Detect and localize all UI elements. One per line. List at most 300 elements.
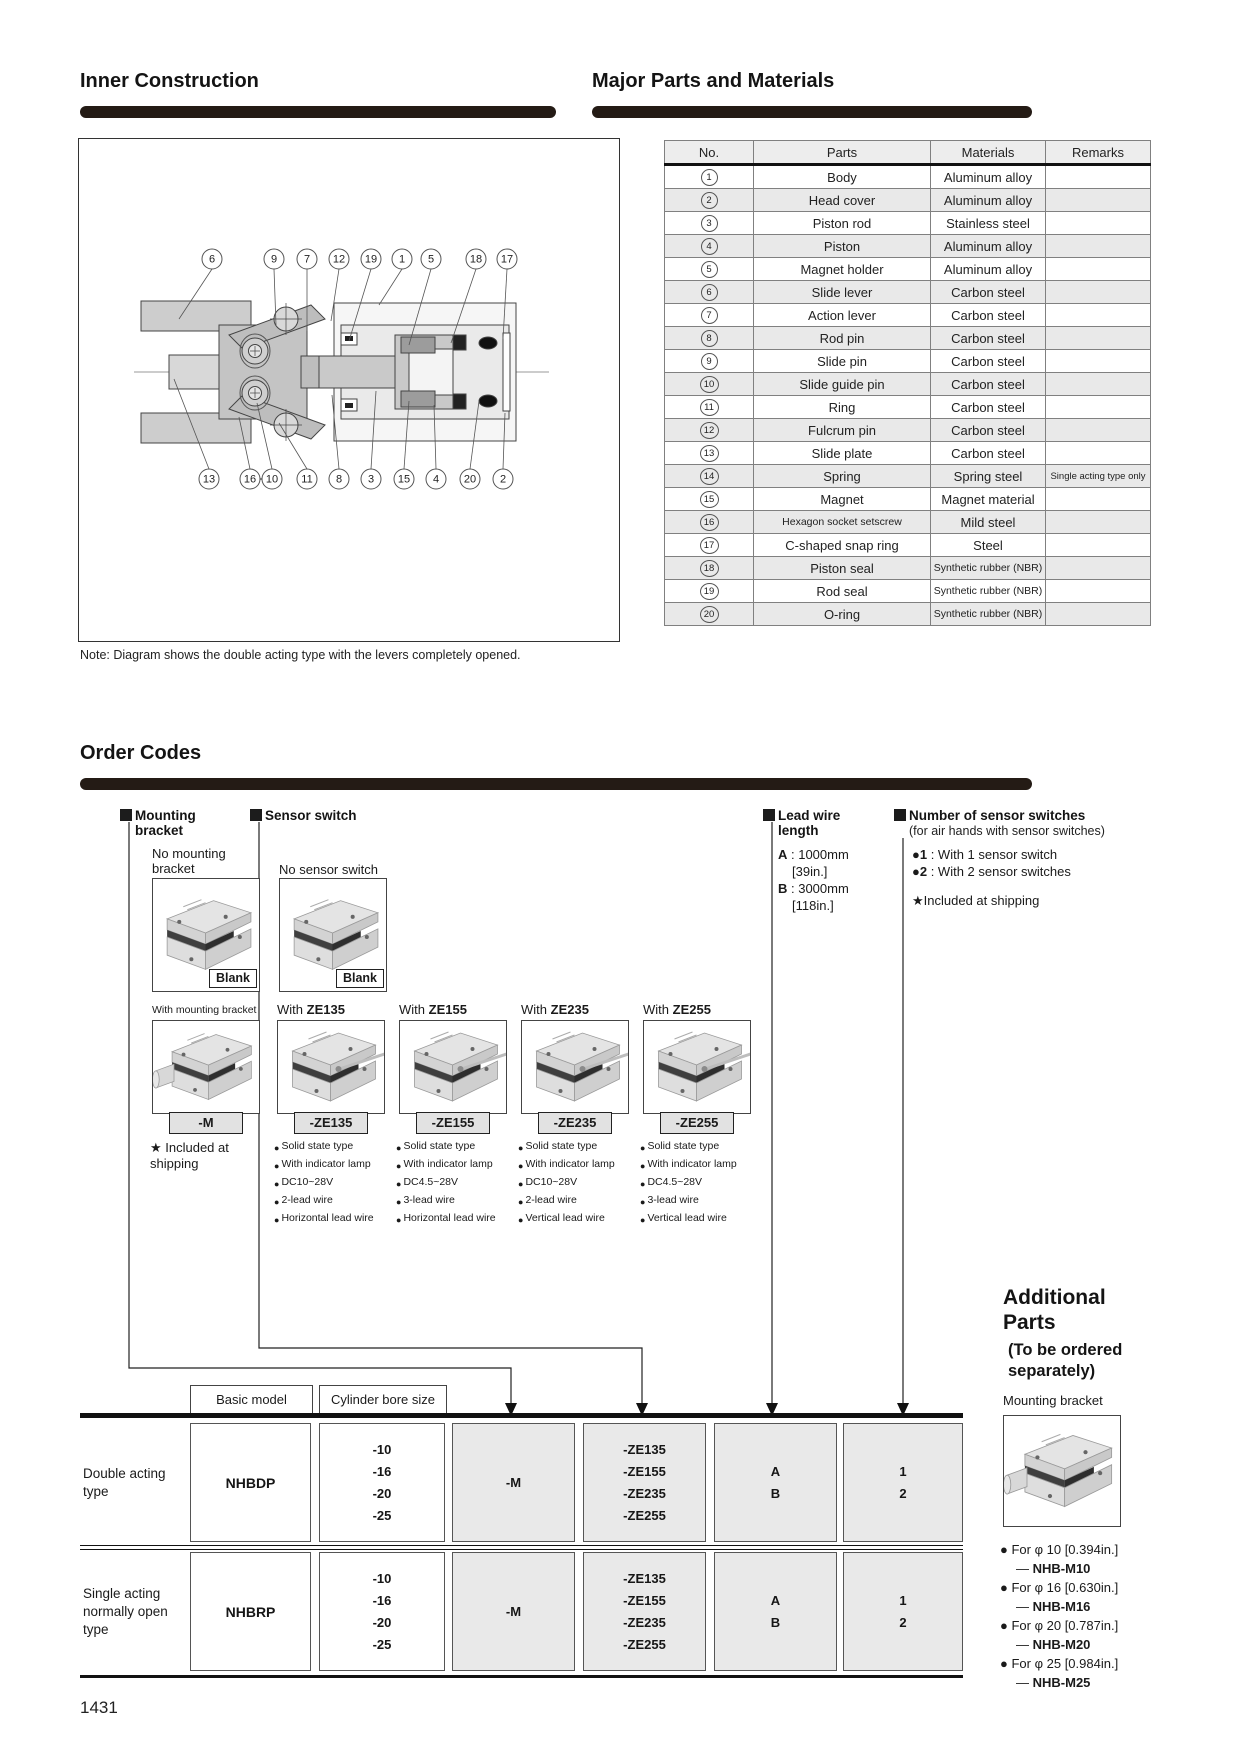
- bullet-icon: ●: [640, 1161, 646, 1171]
- cell-lines: [584, 1424, 705, 1541]
- cell-parts: Rod pin: [754, 327, 931, 350]
- sensor-option-title: With ZE235: [521, 1002, 589, 1017]
- cell-remarks: [1046, 350, 1151, 373]
- sensor-option-code: -ZE255: [660, 1112, 734, 1134]
- lead-length-cell: [714, 1423, 837, 1542]
- switch-count-heading: Number of sensor switches: [909, 808, 1086, 823]
- cell-parts: Body: [754, 165, 931, 189]
- svg-text:11: 11: [301, 473, 313, 486]
- cell-remarks: [1046, 580, 1151, 603]
- feature-text: DC10~28V: [525, 1176, 578, 1188]
- sensor-option-image: [643, 1020, 751, 1114]
- cell-no: [665, 373, 754, 396]
- additional-part-code: — NHB-M16: [1016, 1599, 1091, 1614]
- cell-parts: Slide pin: [754, 350, 931, 373]
- parts-table: [664, 140, 1151, 626]
- additional-parts-title: Additional Parts: [1003, 1286, 1106, 1334]
- cell-lines: [320, 1553, 444, 1670]
- lead-wire-heading: Lead wire length: [778, 808, 841, 838]
- model-code: NHBDP: [225, 1474, 276, 1491]
- bullet-icon: ●: [274, 1215, 280, 1225]
- cell-no: [665, 396, 754, 419]
- table-divider: [80, 1545, 963, 1546]
- cell-line: -20: [372, 1485, 392, 1501]
- svg-text:12: 12: [332, 253, 346, 266]
- parts-materials-title: Major Parts and Materials: [592, 70, 835, 92]
- cell-line: -25: [372, 1507, 392, 1523]
- mounting-bracket-code: -M: [169, 1112, 243, 1134]
- circled-number-icon: 18: [700, 560, 719, 577]
- feature-text: Solid state type: [525, 1140, 598, 1152]
- feature-text: With indicator lamp: [403, 1158, 493, 1170]
- cell-parts: Action lever: [754, 304, 931, 327]
- cell-remarks: [1046, 511, 1151, 534]
- feature-item: [274, 1210, 396, 1228]
- cell-no: [665, 419, 754, 442]
- bullet-icon: ●: [274, 1143, 280, 1153]
- feature-text: Vertical lead wire: [647, 1212, 727, 1224]
- cell-parts: Spring: [754, 465, 931, 488]
- bullet-icon: ●: [274, 1161, 280, 1171]
- circled-number-icon: 6: [701, 284, 718, 301]
- switch-count-code: 2: [919, 864, 928, 879]
- model-code: NHBRP: [225, 1603, 276, 1620]
- mounting-bracket-header: [120, 808, 245, 838]
- part-number: NHB-M25: [1032, 1675, 1091, 1690]
- feature-text: With indicator lamp: [525, 1158, 615, 1170]
- cell-no: [665, 304, 754, 327]
- cell-materials: Carbon steel: [931, 396, 1046, 419]
- sensor-switch-header: [250, 808, 370, 823]
- col-header-parts: Parts: [754, 141, 931, 165]
- sensor-option-title: With ZE255: [643, 1002, 711, 1017]
- parts-table-header-row: [665, 141, 1151, 165]
- cell-no: [665, 511, 754, 534]
- blank-code-label: Blank: [209, 969, 257, 988]
- mounting-bracket-note: ★ Included at shipping: [150, 1140, 229, 1171]
- svg-text:3: 3: [367, 473, 375, 486]
- table-divider: [80, 1549, 963, 1550]
- cell-line: 1: [899, 1463, 907, 1479]
- cell-no: [665, 165, 754, 189]
- bullet-icon: ●: [640, 1143, 646, 1153]
- switch-count-cell: [843, 1423, 963, 1542]
- cell-parts: O-ring: [754, 603, 931, 626]
- cell-parts: Piston rod: [754, 212, 931, 235]
- table-bottom-rule: [80, 1675, 963, 1678]
- cell-parts: Fulcrum pin: [754, 419, 931, 442]
- bullet-icon: ●: [518, 1197, 524, 1207]
- cell-materials: Carbon steel: [931, 350, 1046, 373]
- feature-item: [274, 1138, 396, 1156]
- additional-bracket-image: [1003, 1415, 1121, 1527]
- feature-text: Horizontal lead wire: [403, 1212, 496, 1224]
- switch-count-option: ●2 : With 2 sensor switches: [912, 864, 1071, 879]
- actuation-type-label: Single acting normally open type: [83, 1585, 168, 1637]
- parts-table-row: [665, 350, 1151, 373]
- lead-wire-code: B: [778, 881, 788, 896]
- cell-no: [665, 442, 754, 465]
- cell-line: -10: [372, 1570, 392, 1586]
- feature-item: [518, 1138, 640, 1156]
- sensor-option-image: [399, 1020, 507, 1114]
- sensor-code-cell: [583, 1552, 706, 1671]
- basic-model-cell: [190, 1423, 311, 1542]
- feature-text: DC10~28V: [281, 1176, 334, 1188]
- cell-materials: Aluminum alloy: [931, 189, 1046, 212]
- feature-text: 3-lead wire: [647, 1194, 699, 1206]
- cell-remarks: [1046, 258, 1151, 281]
- circled-number-icon: 3: [701, 215, 718, 232]
- section-marker-icon: [763, 809, 775, 821]
- order-codes-title: Order Codes: [80, 742, 202, 764]
- cell-parts: Rod seal: [754, 580, 931, 603]
- cell-materials: Synthetic rubber (NBR): [931, 557, 1046, 580]
- cell-remarks: [1046, 281, 1151, 304]
- cell-materials: Carbon steel: [931, 419, 1046, 442]
- cell-remarks: [1046, 557, 1151, 580]
- circled-number-icon: 5: [701, 261, 718, 278]
- feature-item: [396, 1156, 518, 1174]
- feature-text: 2-lead wire: [525, 1194, 577, 1206]
- cell-parts: Head cover: [754, 189, 931, 212]
- lead-wire-header: [763, 808, 847, 838]
- bullet-icon: ●: [518, 1179, 524, 1189]
- svg-text:17: 17: [500, 253, 514, 266]
- sensor-option-model: ZE155: [428, 1002, 467, 1017]
- feature-text: 2-lead wire: [281, 1194, 333, 1206]
- feature-item: [640, 1156, 762, 1174]
- parts-table-row: [665, 465, 1151, 488]
- svg-text:15: 15: [397, 473, 411, 486]
- switch-count-options: [912, 846, 1092, 880]
- feature-text: 3-lead wire: [403, 1194, 455, 1206]
- bore-size-header: Cylinder bore size: [319, 1385, 447, 1414]
- cell-parts: Magnet holder: [754, 258, 931, 281]
- sensor-option-title: With ZE135: [277, 1002, 345, 1017]
- sensor-option-image: [521, 1020, 629, 1114]
- additional-part-code: — NHB-M20: [1016, 1637, 1091, 1652]
- circled-number-icon: 16: [700, 514, 719, 531]
- cell-no: [665, 281, 754, 304]
- parts-table-row: [665, 603, 1151, 626]
- feature-text: DC4.5~28V: [403, 1176, 459, 1188]
- cell-remarks: [1046, 442, 1151, 465]
- bracket-code-cell: [452, 1423, 575, 1542]
- lead-wire-option: A : 1000mm: [778, 847, 849, 862]
- cell-remarks: Single acting type only: [1046, 465, 1151, 488]
- svg-text:13: 13: [202, 473, 216, 486]
- cell-remarks: [1046, 396, 1151, 419]
- lead-length-cell: [714, 1552, 837, 1671]
- cell-materials: Carbon steel: [931, 442, 1046, 465]
- svg-text:5: 5: [427, 253, 435, 266]
- feature-text: Horizontal lead wire: [281, 1212, 374, 1224]
- cell-line: B: [770, 1614, 781, 1630]
- cell-line: -ZE235: [623, 1614, 666, 1630]
- sensor-switch-heading: Sensor switch: [265, 808, 357, 823]
- part-number: NHB-M20: [1032, 1637, 1091, 1652]
- svg-text:19: 19: [364, 253, 378, 266]
- cell-no: [665, 488, 754, 511]
- sensor-option-title: With ZE155: [399, 1002, 467, 1017]
- feature-item: [518, 1210, 640, 1228]
- cell-remarks: [1046, 534, 1151, 557]
- blank-code-label: Blank: [336, 969, 384, 988]
- parts-table-row: [665, 258, 1151, 281]
- cell-line: -10: [372, 1441, 392, 1457]
- bullet-icon: ●: [640, 1179, 646, 1189]
- circled-number-icon: 15: [700, 491, 719, 508]
- cell-remarks: [1046, 327, 1151, 350]
- parts-table-row: [665, 373, 1151, 396]
- cell-line: A: [770, 1463, 781, 1479]
- cell-materials: Spring steel: [931, 465, 1046, 488]
- bullet-icon: ●: [1000, 1542, 1012, 1557]
- cell-remarks: [1046, 373, 1151, 396]
- circled-number-icon: 1: [701, 169, 718, 186]
- parts-table-row: [665, 235, 1151, 258]
- additional-part-code: — NHB-M25: [1016, 1675, 1091, 1690]
- cell-materials: Mild steel: [931, 511, 1046, 534]
- cell-materials: Synthetic rubber (NBR): [931, 603, 1046, 626]
- cell-lines: [844, 1424, 962, 1541]
- svg-text:4: 4: [432, 473, 440, 486]
- circled-number-icon: 19: [700, 583, 719, 600]
- with-mounting-bracket-label: With mounting bracket: [152, 1004, 257, 1016]
- cell-no: [665, 580, 754, 603]
- cell-parts: Magnet: [754, 488, 931, 511]
- switch-count-option: ●1 : With 1 sensor switch: [912, 847, 1058, 862]
- cell-materials: Aluminum alloy: [931, 235, 1046, 258]
- parts-table-row: [665, 396, 1151, 419]
- bullet-icon: ●: [640, 1215, 646, 1225]
- cell-lines: [584, 1553, 705, 1670]
- col-header-remarks: Remarks: [1046, 141, 1151, 165]
- with-mounting-bracket-image: [152, 1020, 260, 1114]
- switch-count-note: ★Included at shipping: [912, 893, 1040, 908]
- feature-text: Vertical lead wire: [525, 1212, 605, 1224]
- sensor-option-features: [518, 1138, 640, 1228]
- bullet-icon: ●: [1000, 1618, 1012, 1633]
- parts-table-row: [665, 511, 1151, 534]
- bullet-icon: ●: [396, 1179, 402, 1189]
- cell-materials: Steel: [931, 534, 1046, 557]
- cell-parts: Hexagon socket setscrew: [754, 511, 931, 534]
- gripper-cross-section: [79, 139, 619, 641]
- feature-item: [274, 1174, 396, 1192]
- lead-wire-option: B : 3000mm: [778, 881, 849, 896]
- feature-text: Solid state type: [647, 1140, 720, 1152]
- diagram-callout: [379, 249, 412, 305]
- parts-table-row: [665, 580, 1151, 603]
- cell-line: -16: [372, 1463, 392, 1479]
- parts-table-row: [665, 488, 1151, 511]
- cell-materials: Magnet material: [931, 488, 1046, 511]
- cell-line: -ZE235: [623, 1485, 666, 1501]
- cell-materials: Synthetic rubber (NBR): [931, 580, 1046, 603]
- parts-table-row: [665, 419, 1151, 442]
- cell-remarks: [1046, 304, 1151, 327]
- feature-text: DC4.5~28V: [647, 1176, 703, 1188]
- feature-item: [396, 1174, 518, 1192]
- cell-no: [665, 258, 754, 281]
- svg-text:1: 1: [398, 253, 406, 266]
- cell-materials: Carbon steel: [931, 304, 1046, 327]
- section-marker-icon: [250, 809, 262, 821]
- basic-model-cell: [190, 1552, 311, 1671]
- bullet-icon: ●: [396, 1197, 402, 1207]
- title-bar: [80, 106, 556, 118]
- circled-number-icon: 11: [700, 399, 719, 416]
- parts-table-row: [665, 212, 1151, 235]
- cell-line: -M: [505, 1474, 522, 1490]
- inner-construction-diagram: [78, 138, 620, 642]
- bullet-icon: ●: [1000, 1656, 1012, 1671]
- circled-number-icon: 7: [701, 307, 718, 324]
- inner-construction-title: Inner Construction: [80, 70, 259, 92]
- svg-text:10: 10: [265, 473, 279, 486]
- svg-text:8: 8: [335, 473, 343, 486]
- cell-remarks: [1046, 419, 1151, 442]
- circled-number-icon: 9: [701, 353, 718, 370]
- cell-remarks: [1046, 165, 1151, 189]
- sensor-option-model: ZE135: [306, 1002, 345, 1017]
- part-number: NHB-M10: [1032, 1561, 1091, 1576]
- svg-text:16: 16: [243, 473, 257, 486]
- cell-materials: Aluminum alloy: [931, 258, 1046, 281]
- additional-part-size: ● For φ 10 [0.394in.]: [1000, 1542, 1119, 1557]
- cell-lines: [191, 1553, 310, 1670]
- cell-lines: [453, 1553, 574, 1670]
- svg-text:18: 18: [469, 253, 483, 266]
- feature-item: [640, 1192, 762, 1210]
- no-sensor-switch-image: [279, 878, 387, 992]
- cell-lines: [715, 1424, 836, 1541]
- bracket-code-cell: [452, 1552, 575, 1671]
- parts-table-row: [665, 327, 1151, 350]
- cell-line: B: [770, 1485, 781, 1501]
- gripper-drawing: [134, 301, 549, 443]
- feature-text: Solid state type: [281, 1140, 354, 1152]
- circled-number-icon: 20: [700, 606, 719, 623]
- cell-no: [665, 327, 754, 350]
- switch-count-header: [894, 808, 1164, 838]
- cell-line: 2: [899, 1614, 907, 1630]
- cell-line: A: [770, 1592, 781, 1608]
- bullet-icon: ●: [396, 1161, 402, 1171]
- sensor-option-image: [277, 1020, 385, 1114]
- svg-text:9: 9: [270, 253, 278, 266]
- cell-parts: Piston: [754, 235, 931, 258]
- feature-text: Solid state type: [403, 1140, 476, 1152]
- circled-number-icon: 17: [700, 537, 719, 554]
- diagram-note: Note: Diagram shows the double acting type with the levers completely opened.: [80, 648, 521, 662]
- sensor-option-code: -ZE135: [294, 1112, 368, 1134]
- cell-line: -ZE135: [623, 1441, 666, 1457]
- section-marker-icon: [894, 809, 906, 821]
- cell-parts: Slide guide pin: [754, 373, 931, 396]
- cell-remarks: [1046, 603, 1151, 626]
- cell-no: [665, 557, 754, 580]
- svg-text:7: 7: [303, 253, 311, 266]
- cell-line: -ZE255: [623, 1636, 666, 1652]
- additional-bracket-label: Mounting bracket: [1003, 1393, 1103, 1408]
- cell-parts: Ring: [754, 396, 931, 419]
- cell-materials: Stainless steel: [931, 212, 1046, 235]
- col-header-materials: Materials: [931, 141, 1046, 165]
- bore-size-cell: [319, 1552, 445, 1671]
- sensor-option-code: -ZE235: [538, 1112, 612, 1134]
- cell-no: [665, 350, 754, 373]
- parts-table-row: [665, 304, 1151, 327]
- cell-line: -20: [372, 1614, 392, 1630]
- cell-parts: C-shaped snap ring: [754, 534, 931, 557]
- feature-text: With indicator lamp: [647, 1158, 737, 1170]
- cell-line: -ZE155: [623, 1592, 666, 1608]
- additional-part-size: ● For φ 20 [0.787in.]: [1000, 1618, 1119, 1633]
- no-mounting-bracket-label: No mounting bracket: [152, 846, 226, 876]
- svg-text:6: 6: [208, 253, 216, 266]
- bore-size-cell: [319, 1423, 445, 1542]
- parts-table-row: [665, 165, 1151, 189]
- no-mounting-bracket-image: [152, 878, 260, 992]
- feature-item: [640, 1210, 762, 1228]
- parts-table-row: [665, 557, 1151, 580]
- sensor-code-cell: [583, 1423, 706, 1542]
- cell-no: [665, 212, 754, 235]
- additional-parts-list: [1000, 1540, 1170, 1692]
- cell-line: -M: [505, 1603, 522, 1619]
- parts-table-row: [665, 534, 1151, 557]
- svg-text:20: 20: [463, 473, 477, 486]
- feature-item: [274, 1192, 396, 1210]
- lead-wire-options: [778, 846, 888, 914]
- sensor-option-model: ZE255: [672, 1002, 711, 1017]
- switch-count-cell: [843, 1552, 963, 1671]
- sensor-option-features: [274, 1138, 396, 1228]
- part-number: NHB-M16: [1032, 1599, 1091, 1614]
- parts-table-row: [665, 281, 1151, 304]
- feature-item: [640, 1138, 762, 1156]
- bullet-icon: ●: [274, 1179, 280, 1189]
- title-bar: [80, 778, 1032, 790]
- basic-model-header: Basic model: [190, 1385, 313, 1414]
- cell-remarks: [1046, 212, 1151, 235]
- cell-lines: [453, 1424, 574, 1541]
- feature-text: With indicator lamp: [281, 1158, 371, 1170]
- bullet-icon: ●: [640, 1197, 646, 1207]
- cell-line: -ZE135: [623, 1570, 666, 1586]
- switch-count-subheading: (for air hands with sensor switches): [909, 824, 1105, 838]
- sensor-option-features: [396, 1138, 518, 1228]
- lead-wire-imperial: [39in.]: [792, 864, 828, 879]
- actuation-type-label: Double acting type: [83, 1465, 166, 1499]
- bullet-icon: ●: [518, 1143, 524, 1153]
- cell-line: 1: [899, 1592, 907, 1608]
- sensor-option-features: [640, 1138, 762, 1228]
- circled-number-icon: 14: [700, 468, 719, 485]
- cell-lines: [191, 1424, 310, 1541]
- feature-item: [274, 1156, 396, 1174]
- bullet-icon: ●: [518, 1215, 524, 1225]
- cell-lines: [844, 1553, 962, 1670]
- parts-table-row: [665, 189, 1151, 212]
- cell-materials: Aluminum alloy: [931, 165, 1046, 189]
- bullet-icon: ●: [912, 864, 920, 879]
- cell-no: [665, 603, 754, 626]
- cell-materials: Carbon steel: [931, 373, 1046, 396]
